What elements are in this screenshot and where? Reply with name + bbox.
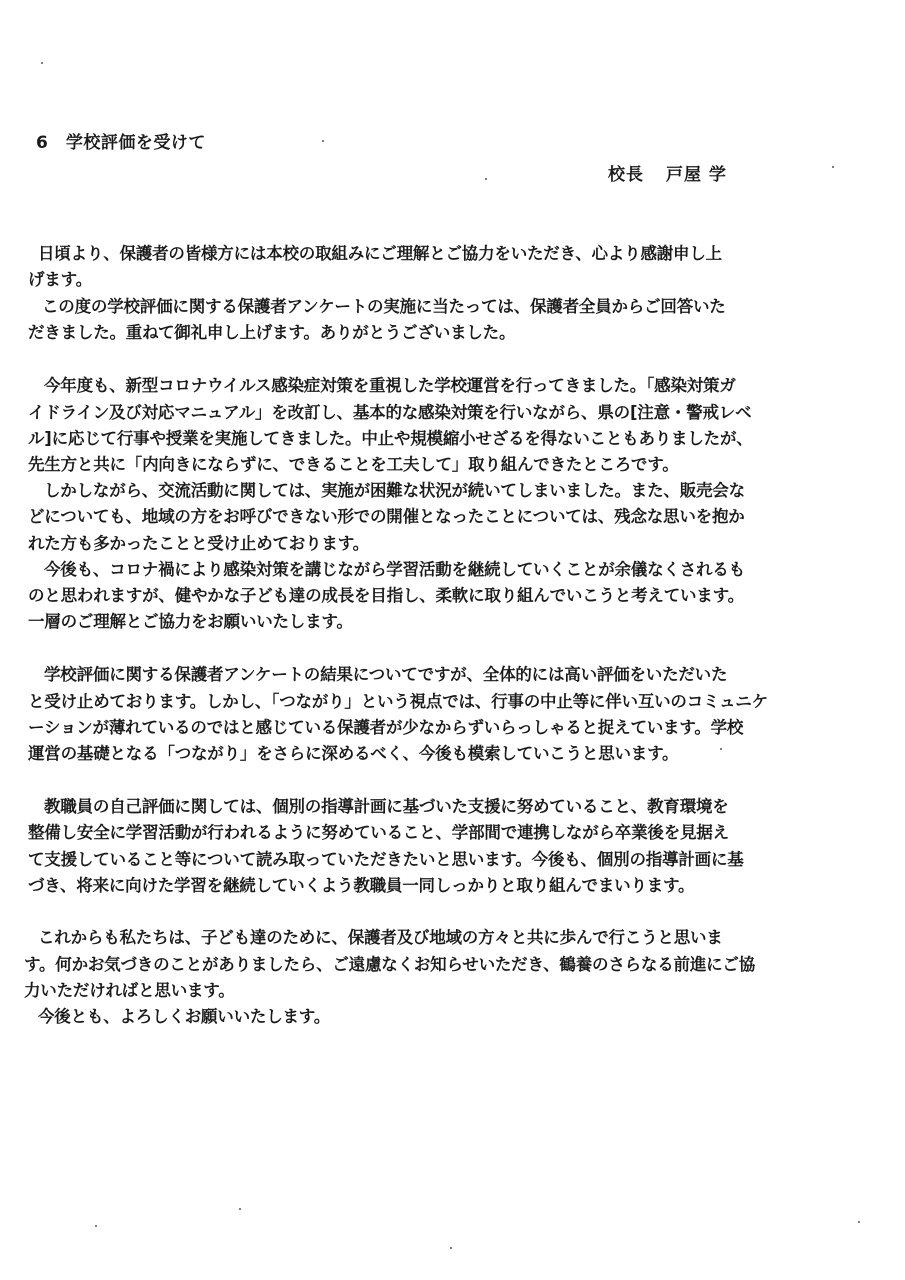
body-line: 今後も、コロナ禍により感染対策を講じながら学習活動を継続していくことが余儀なくされるも bbox=[44, 560, 745, 579]
body-line: 日頃より、保護者の皆様方には本校の取組みにご理解とご協力をいただき、心より感謝申し上 bbox=[38, 244, 722, 263]
scan-speck bbox=[720, 748, 722, 750]
body-line: 一層のご理解とご協力をお願いいたします。 bbox=[28, 612, 353, 631]
body-line: しかしながら、交流活動に関しては、実施が困難な状況が続いてしまいました。また、販売会な bbox=[44, 481, 745, 500]
body-line: この度の学校評価に関する保護者アンケートの実施に当たっては、保護者全員からご回答いた bbox=[42, 297, 726, 316]
author-signature bbox=[608, 160, 727, 185]
body-line: と受け止めております。しかし、「つながり」という視点では、行事の中止等に伴い互いのコミュニケ bbox=[28, 692, 768, 711]
body-line: 教職員の自己評価に関しては、個別の指導計画に基づいた支援に努めていること、教育環境を bbox=[44, 797, 729, 816]
body-line: どについても、地域の方をお呼びできない形での開催となったことについては、残念な思いを抱か bbox=[28, 507, 745, 526]
body-line: げます。 bbox=[28, 270, 92, 289]
scan-speck bbox=[95, 1225, 97, 1227]
body-line: れた方も多かったことと受け止めております。 bbox=[28, 534, 369, 553]
scan-speck bbox=[322, 140, 324, 142]
body-line: 今後とも、よろしくお願いいたします。 bbox=[38, 1007, 331, 1026]
author-title: 校長 bbox=[608, 165, 644, 185]
body-line: 運営の基礎となる「つながり」をさらに深めるべく、今後も模索していこうと思います。 bbox=[28, 744, 679, 763]
body-line: て支援していること等について読み取っていただきたいと思います。今後も、個別の指導計画に基 bbox=[28, 850, 744, 869]
body-line: のと思われますが、健やかな子ども達の成長を目指し、柔軟に取り組んでいこうと考えています。 bbox=[28, 586, 744, 605]
body-line: 学校評価に関する保護者アンケートの結果についてですが、全体的には高い評価をいただいた bbox=[44, 665, 728, 684]
body-line: ーションが薄れているのではと感じている保護者が少なからずいらっしゃると捉えています。学校 bbox=[28, 718, 744, 737]
body-line: す。何かお気づきのことがありましたら、ご遠慮なくお知らせいただき、鶴養のさらなる前進にご協 bbox=[24, 955, 756, 974]
scan-speck bbox=[485, 178, 487, 180]
body-line: 今年度も、新型コロナウイルス感染症対策を重視した学校運営を行ってきました。「感染対策ガ bbox=[44, 376, 736, 395]
body-line: イドライン及び対応マニュアル」を改訂し、基本的な感染対策を行いながら、県の[注意・警戒レベ bbox=[28, 403, 752, 422]
section-heading: 6 学校評価を受けて bbox=[36, 133, 206, 153]
body-line: 整備し安全に学習活動が行われるように努めていること、学部間で連携しながら卒業後を見据え bbox=[28, 823, 729, 842]
author-name: 戸屋 学 bbox=[666, 165, 727, 185]
scan-speck bbox=[858, 1221, 860, 1223]
scan-speck bbox=[832, 166, 834, 168]
scan-speck bbox=[41, 62, 43, 64]
body-line: 先生方と共に「内向きにならずに、できることを工夫して」取り組んできたところです。 bbox=[28, 455, 679, 474]
body-line: ル]に応じて行事や授業を実施してきました。中止や規模縮小せざるを得ないこともありましたが、 bbox=[28, 429, 753, 448]
scan-speck bbox=[450, 1247, 452, 1249]
body-line: づき、将来に向けた学習を継続していくよう教職員一同しっかりと取り組んでまいります。 bbox=[28, 876, 695, 895]
body-line: 力いただければと思います。 bbox=[24, 981, 235, 1000]
body-line: だきました。重ねて御礼申し上げます。ありがとうございました。 bbox=[28, 323, 516, 342]
body-line: これからも私たちは、子ども達のために、保護者及び地域の方々と共に歩んで行こうと思いま bbox=[38, 928, 723, 947]
scan-speck bbox=[239, 1208, 241, 1210]
